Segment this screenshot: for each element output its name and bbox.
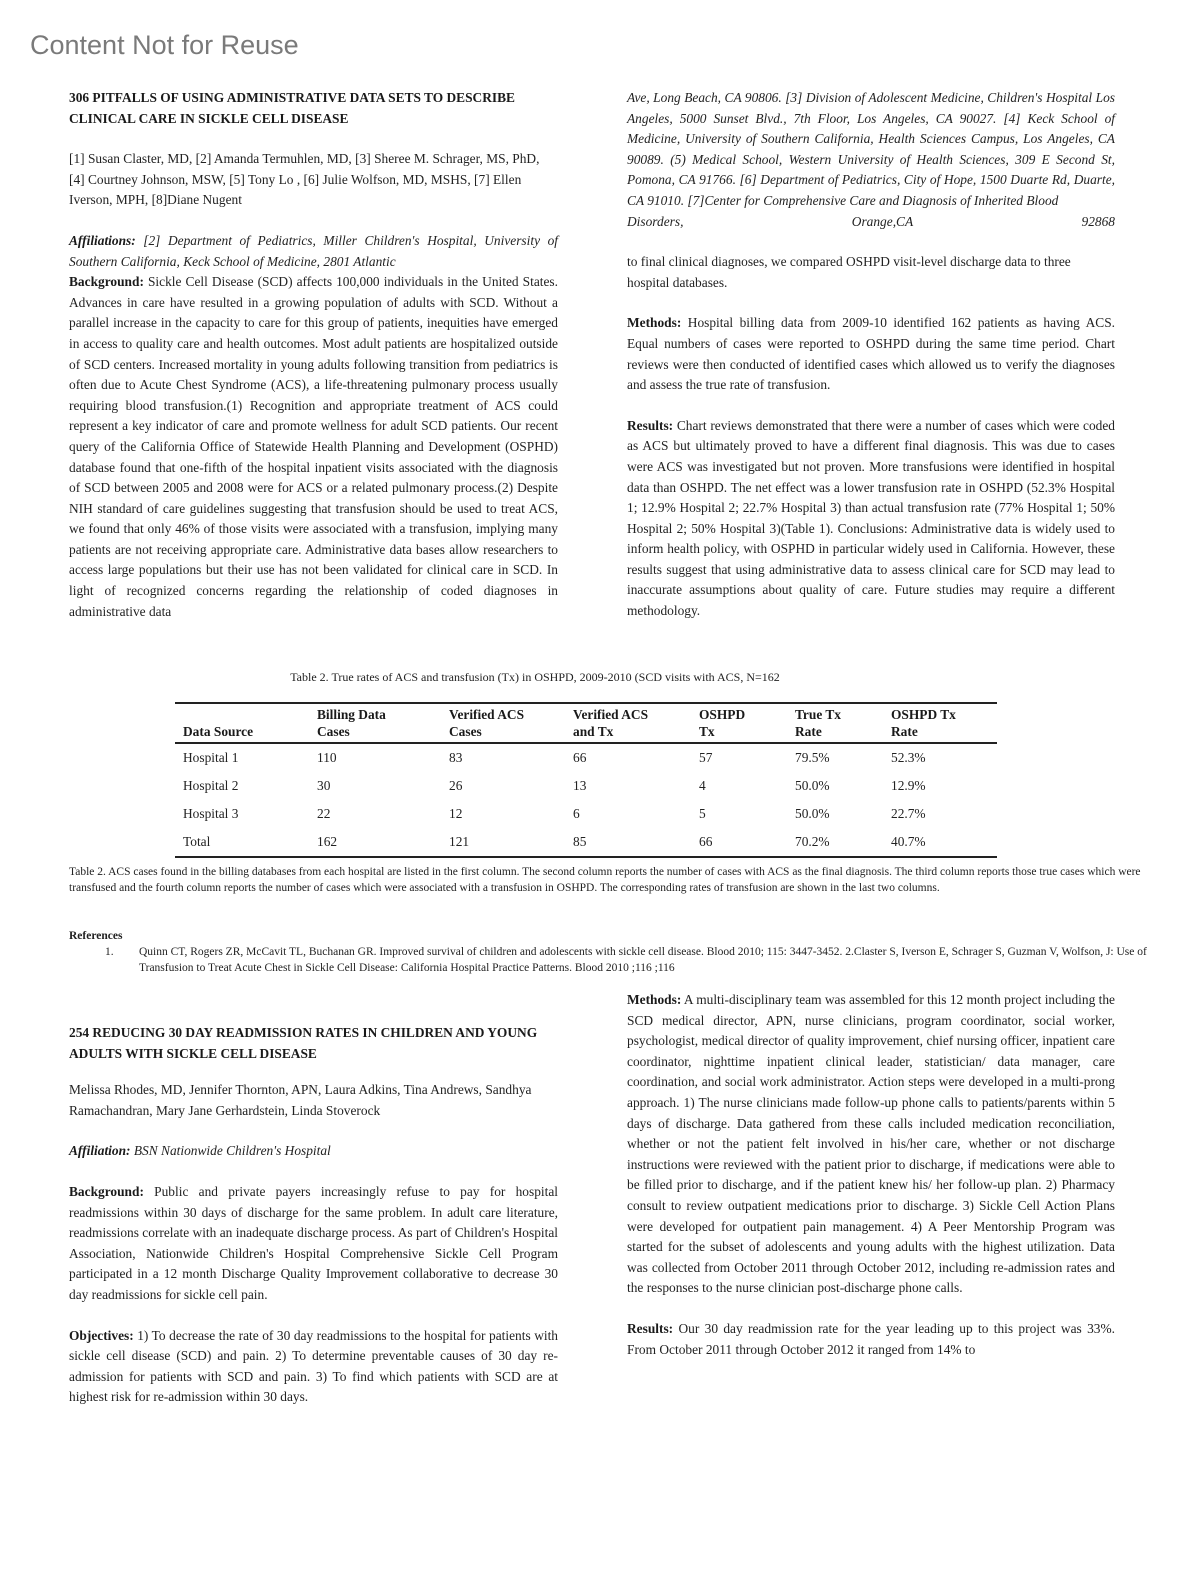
results-text: Our 30 day readmission rate for the year leading up to this project was 33%. From October 2011 through October 2012 it ranged from 14% to <box>627 1320 1115 1357</box>
results-table <box>175 702 997 858</box>
abstract-2-right-column <box>627 990 1115 1360</box>
table-row <box>175 772 997 800</box>
reference-number: 1. <box>105 946 114 958</box>
table-cell: Hospital 1 <box>183 750 239 765</box>
affiliations-text: [2] Department of Pediatrics, Miller Children's Hospital, University of Southern California, Keck School of Medicine, 2801 Atlantic <box>69 232 558 269</box>
affiliation-city: Orange,CA <box>851 213 914 229</box>
abstract-2-affiliation <box>69 1141 558 1162</box>
abstract-1-right-column <box>627 88 1115 622</box>
table-cell: 6 <box>573 806 580 821</box>
results-label: Results: <box>627 417 674 433</box>
table-row <box>175 743 997 772</box>
abstract-2-background <box>69 1182 558 1306</box>
table-cell: 79.5% <box>795 750 830 765</box>
abstract-1-background <box>69 272 558 622</box>
table-row-total <box>175 828 997 857</box>
table-cell: 121 <box>449 834 470 849</box>
watermark: Content Not for Reuse <box>30 30 299 60</box>
table-cell: 12.9% <box>891 778 926 793</box>
header-verified-acs-tx: Verified ACS and Tx <box>573 707 649 739</box>
header-oshpd-tx: OSHPD Tx <box>699 707 746 739</box>
table-header-row <box>175 703 997 743</box>
affiliation-word: Disorders, <box>627 213 684 229</box>
table-cell: Hospital 3 <box>183 806 239 821</box>
background-text: Sickle Cell Disease (SCD) affects 100,000 individuals in the United States. Advances in care have resulted in a growing population of adults with SCD. Without a parallel increase in the capacity to care for this group of patients, inequities have emerged in access to quality care and health outcomes. Most adult patients are hospitalized outside of SCD centers. Increased mortality in young adults following transition from pediatrics is often due to Acute Chest Syndrome (ACS), a life-threatening pulmonary process usually requiring blood transfusion.(1) Recognition and appropriate treatment of ACS could represent a key indicator of care and promote wellness for adult SCD patients. Our recent query of the California Office of Statewide Health Planning and Development (OSPHD) database found that one-fifth of the hospital inpatient visits associated with the diagnosis of SCD between 2005 and 2008 were for ACS or a related pulmonary process.(2) Despite NIH standard of care guidelines suggesting that transfusion should be used to treat ACS, we found that only 46% of those visits were associated with a transfusion, implying many patients are not receiving appropriate care. Administrative data bases allow researchers to access large populations but their use has not been validated for clinical care in SCD. In light of recognized concerns regarding the relationship of coded diagnoses in administrative data <box>69 274 558 619</box>
abstract-2-title: 254 REDUCING 30 DAY READMISSION RATES IN CHILDREN AND YOUNG ADULTS WITH SICKLE CELL DISEASE <box>69 1025 538 1061</box>
abstract-2-objectives <box>69 1326 558 1408</box>
table-cell: 57 <box>699 750 713 765</box>
background-text: Public and private payers increasingly refuse to pay for hospital readmissions within 30 days of discharge for the same problem. In adult care literature, readmissions correlate with an inadequate discharge process. As part of Children's Hospital Association, Nationwide Children's Hospital Comprehensive Sickle Cell Program participated in a 12 month Discharge Quality Improvement collaborative to decrease 30 day readmissions for sickle cell pain. <box>69 1183 558 1302</box>
abstract-2-results <box>627 1319 1115 1360</box>
table-row <box>175 800 997 828</box>
table-cell: 30 <box>317 778 331 793</box>
abstract-1-affiliations <box>69 231 558 272</box>
table-cell: Total <box>183 834 211 849</box>
methods-text: A multi-disciplinary team was assembled for this 12 month project including the SCD medical director, APN, nurse clinicians, program coordinator, social worker, psychologist, medical director of quality improvement, chief nursing officer, inpatient care coordinator, nighttime inpatient clinical leader, statistician/ data manager, care coordination, and social work administrator. Action steps were developed in a multi-prong approach. 1) The nurse clinicians made follow-up phone calls to patients/parents within 5 days of discharge. Data gathered from these calls included medication reconciliation, whether or not the patient felt involved in his/her care, whether or not discharge instructions were reviewed with the patient prior to discharge, if medications were able to be filled prior to discharge, and if the patient knew his/ her follow-up plan. 2) Pharmacy consult to review outpatient medications prior to discharge. 3) Sickle Cell Action Plans were developed for outpatient pain management. 4) A Peer Mentorship Program was started for the subset of adolescents and young adults with the highest utilization. Data was collected from October 2011 through October 2012, including re-admission rates and the responses to the nurse clinician post-discharge phone calls. <box>627 992 1115 1296</box>
table-cell: 5 <box>699 806 706 821</box>
affiliations-label: Affiliations: <box>69 232 136 248</box>
table-cell: 66 <box>573 750 587 765</box>
table-caption: Table 2. True rates of ACS and transfusion (Tx) in OSHPD, 2009-2010 (SCD visits with ACS, N=162 <box>290 670 780 684</box>
header-billing-data-cases: Billing Data Cases <box>317 707 386 739</box>
table-cell: 70.2% <box>795 834 830 849</box>
affiliation-label: Affiliation: <box>69 1143 131 1159</box>
abstract-1-left-column <box>69 88 558 622</box>
header-oshpd-tx-rate: OSHPD Tx Rate <box>891 707 956 739</box>
background-label: Background: <box>69 274 144 290</box>
table-cell: 50.0% <box>795 778 830 793</box>
affiliation-zip: 92868 <box>1081 213 1115 229</box>
references <box>69 928 1149 976</box>
affiliation-text: BSN Nationwide Children's Hospital <box>130 1143 331 1159</box>
methods-label: Methods: <box>627 315 682 331</box>
reference-text: Quinn CT, Rogers ZR, McCavit TL, Buchanan GR. Improved survival of children and adolescents with sickle cell disease. Blood 2010; 115: 3447-3452. 2.Claster S, Iverson E, Schrager S, Guzman V, Wolfson, J: Use of Transfusion to Treat Acute Chest in Sickle Cell Disease: California Hospital Practice Patterns. Blood 2010 ;116 ;116 <box>139 946 1147 974</box>
table-cell: 83 <box>449 750 463 765</box>
abstract-1-authors: [1] Susan Claster, MD, [2] Amanda Termuhlen, MD, [3] Sheree M. Schrager, MS, PhD, [4] Courtney Johnson, MSW, [5] Tony Lo , [6] Julie Wolfson, MD, MSHS, [7] Ellen Iverson, MPH, [8]Diane Nugent <box>69 151 540 208</box>
abstract-2-methods <box>627 990 1115 1299</box>
header-verified-acs-cases: Verified ACS Cases <box>449 707 525 739</box>
table-cell: 13 <box>573 778 587 793</box>
methods-text: Hospital billing data from 2009-10 identified 162 patients as having ACS. Equal numbers of cases were reported to OSHPD during the same time period. Chart reviews were then conducted of identified cases which allowed us to verify the diagnoses and assess the true rate of transfusion. <box>627 315 1115 393</box>
table-cell: 52.3% <box>891 750 926 765</box>
methods-label: Methods: <box>627 992 682 1007</box>
table-cell: 26 <box>449 778 463 793</box>
table-cell: 85 <box>573 834 587 849</box>
header-data-source: Data Source <box>183 724 254 739</box>
table-cell: 12 <box>449 806 463 821</box>
objectives-label: Objectives: <box>69 1327 134 1343</box>
objectives-text: 1) To decrease the rate of 30 day readmissions to the hospital for patients with sickle cell disease (SCD) and pain. 2) To determine preventable causes of 30 day re-admission for patients with SCD and pain. 3) To find which patients with SCD are at highest risk for re-admission within 30 days. <box>69 1327 558 1405</box>
table-cell: 40.7% <box>891 834 926 849</box>
abstract-1-title: 306 PITFALLS OF USING ADMINISTRATIVE DATA SETS TO DESCRIBE CLINICAL CARE IN SICKLE CELL DISEASE <box>69 90 515 126</box>
results-text: Chart reviews demonstrated that there were a number of cases which were coded as ACS but ultimately proved to have a different final diagnosis. This was due to cases were ACS was investigated but not proven. More transfusions were identified in hospital data than OSHPD. The net effect was a lower transfusion rate in OSHPD (52.3% Hospital 1; 12.9% Hospital 2; 22.7% Hospital 3) than actual transfusion rate (77% Hospital 1; 50% Hospital 2; 50% Hospital 3)(Table 1). Conclusions: Administrative data is widely used to inform health policy, with OSPHD in particular widely used in California. However, these results suggest that using administrative data to assess clinical care for SCD may lead to inaccurate assumptions about quality of care. Future studies may require a different methodology. <box>627 417 1115 619</box>
table-cell: 50.0% <box>795 806 830 821</box>
results-label: Results: <box>627 1320 674 1336</box>
table-cell: 22.7% <box>891 806 926 821</box>
table-note: Table 2. ACS cases found in the billing databases from each hospital are listed in the first column. The second column reports the number of cases with ACS as the final diagnosis. The third column reports those true cases which were transfused and the fourth column reports the number of cases which were associated with a transfusion in OSHPD. The corresponding rates of transfusion are shown in the last two columns. <box>69 866 1141 894</box>
table-cell: Hospital 2 <box>183 778 239 793</box>
reference-item <box>69 944 1149 976</box>
affiliations-continued: Ave, Long Beach, CA 90806. [3] Division of Adolescent Medicine, Children's Hospital Los Angeles, 5000 Sunset Blvd., 7th Floor, Los Angeles, CA 90027. [4] Keck School of Medicine, University of Southern California, Health Sciences Campus, Los Angeles, CA 90089. (5) Medical School, Western University of Health Sciences, 309 E Second St, Pomona, CA 91766. [6] Department of Pediatrics, City of Hope, 1500 Duarte Rd, Duarte, CA 91010. [7]Center for Comprehensive Care and Diagnosis of Inherited Blood <box>627 90 1115 208</box>
table-cell: 66 <box>699 834 713 849</box>
background-continued: to final clinical diagnoses, we compared OSHPD visit-level discharge data to three hospital databases. <box>627 254 1071 290</box>
table-cell: 22 <box>317 806 331 821</box>
abstract-2-left-column <box>69 1023 558 1408</box>
header-true-tx-rate: True Tx Rate <box>795 707 842 739</box>
references-heading: References <box>69 930 123 942</box>
abstract-1-results <box>627 416 1115 622</box>
background-label: Background: <box>69 1183 144 1199</box>
abstract-2-authors: Melissa Rhodes, MD, Jennifer Thornton, APN, Laura Adkins, Tina Andrews, Sandhya Ramachandran, Mary Jane Gerhardstein, Linda Stoverock <box>69 1082 532 1118</box>
table-cell: 4 <box>699 778 706 793</box>
table-cell: 110 <box>317 750 337 765</box>
table-cell: 162 <box>317 834 338 849</box>
abstract-1-methods <box>627 313 1115 395</box>
affiliations-last-line <box>627 212 1115 233</box>
